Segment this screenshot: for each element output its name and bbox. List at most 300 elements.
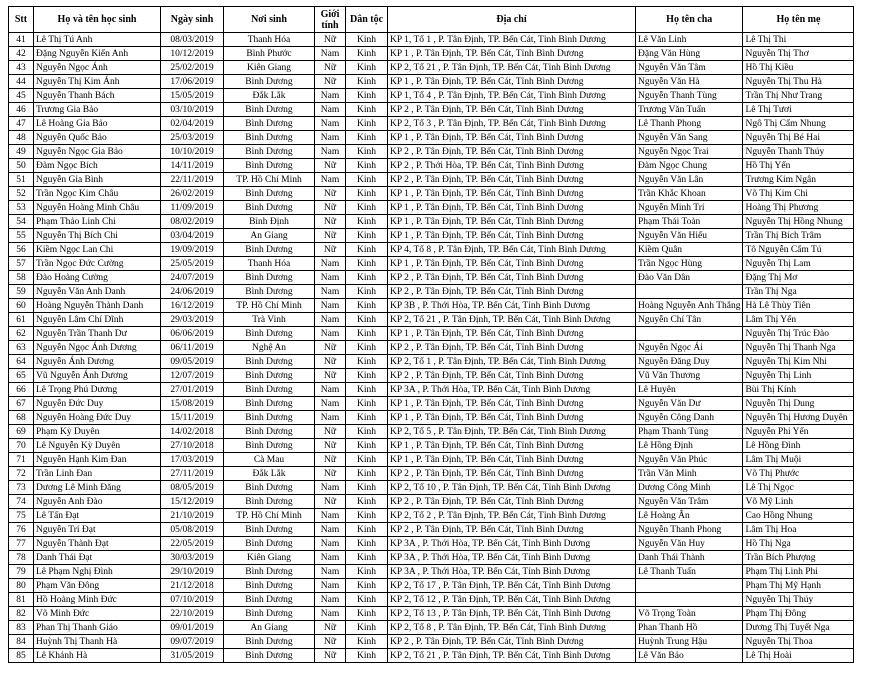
cell-stt: 77 <box>9 537 34 551</box>
cell-student-name: Đặng Nguyễn Kiến Anh <box>34 47 161 61</box>
cell-gender: Nam <box>315 285 346 299</box>
cell-ethnicity: Kinh <box>346 593 388 607</box>
cell-student-name: Lê Phạm Nghị Đình <box>34 565 161 579</box>
cell-mother-name: Nguyễn Thị Linh <box>743 369 854 383</box>
cell-student-name: Trần Linh Đan <box>34 467 161 481</box>
cell-ethnicity: Kinh <box>346 187 388 201</box>
cell-stt: 53 <box>9 201 34 215</box>
cell-gender: Nam <box>315 117 346 131</box>
cell-student-name: Lê Thị Tú Anh <box>34 33 161 47</box>
cell-birth-place: Bình Dương <box>224 439 315 453</box>
cell-student-name: Dương Lê Minh Đăng <box>34 481 161 495</box>
cell-stt: 76 <box>9 523 34 537</box>
header-gender: Giới tính <box>315 7 346 33</box>
cell-birth-place: Bình Dương <box>224 593 315 607</box>
header-birth-date: Ngày sinh <box>161 7 224 33</box>
cell-father-name: Lê Huyên <box>636 383 743 397</box>
cell-birth-date: 24/06/2019 <box>161 285 224 299</box>
cell-father-name: Phạm Thanh Tùng <box>636 425 743 439</box>
cell-student-name: Đào Hoàng Cường <box>34 271 161 285</box>
cell-stt: 58 <box>9 271 34 285</box>
cell-student-name: Nguyễn Ngọc Ánh Dương <box>34 341 161 355</box>
cell-address: KP 1 , P. Tân Định, TP. Bến Cát, Tỉnh Bình Dương <box>388 47 636 61</box>
cell-birth-date: 05/08/2019 <box>161 523 224 537</box>
table-row <box>9 173 854 187</box>
cell-address: KP 2, Tổ 17 , P. Tân Định, TP. Bến Cát, Tỉnh Bình Dương <box>388 579 636 593</box>
cell-mother-name: Nguyễn Thị Hồng Nhung <box>743 215 854 229</box>
table-row <box>9 467 854 481</box>
table-row <box>9 327 854 341</box>
cell-student-name: Nguyễn Văn Anh Danh <box>34 285 161 299</box>
cell-birth-place: Bình Dương <box>224 635 315 649</box>
cell-father-name: Lê Hồng Định <box>636 439 743 453</box>
cell-birth-date: 17/06/2019 <box>161 75 224 89</box>
cell-address: KP 2 , P. Tân Định, TP. Bến Cát, Tỉnh Bình Dương <box>388 145 636 159</box>
cell-student-name: Nguyễn Quốc Bảo <box>34 131 161 145</box>
cell-ethnicity: Kinh <box>346 537 388 551</box>
cell-address: KP 2, Tổ 12 , P. Tân Định, TP. Bến Cát, Tỉnh Bình Dương <box>388 593 636 607</box>
cell-father-name: Trương Văn Tuấn <box>636 103 743 117</box>
cell-address: KP 2, Tổ 8 , P. Tân Định, TP. Bến Cát, Tỉnh Bình Dương <box>388 621 636 635</box>
cell-stt: 52 <box>9 187 34 201</box>
cell-stt: 61 <box>9 313 34 327</box>
cell-birth-place: Bình Dương <box>224 369 315 383</box>
cell-father-name: Nguyễn Văn Trâm <box>636 495 743 509</box>
cell-father-name: Nguyễn Văn Lân <box>636 173 743 187</box>
cell-student-name: Nguyễn Hạnh Kim Đan <box>34 453 161 467</box>
table-row <box>9 607 854 621</box>
cell-birth-place: Bình Phước <box>224 47 315 61</box>
cell-stt: 50 <box>9 159 34 173</box>
cell-ethnicity: Kinh <box>346 523 388 537</box>
table-row <box>9 649 854 663</box>
cell-address: KP 2 , P. Thới Hòa, TP. Bến Cát, Tỉnh Bình Dương <box>388 159 636 173</box>
cell-father-name: Lê Văn Linh <box>636 33 743 47</box>
cell-gender: Nam <box>315 509 346 523</box>
cell-birth-date: 15/11/2019 <box>161 411 224 425</box>
cell-mother-name: Lâm Thị Hoa <box>743 523 854 537</box>
cell-ethnicity: Kinh <box>346 271 388 285</box>
cell-ethnicity: Kinh <box>346 103 388 117</box>
cell-mother-name: Lê Thị Ngọc <box>743 481 854 495</box>
cell-mother-name: Nguyễn Thị Thoa <box>743 635 854 649</box>
cell-ethnicity: Kinh <box>346 495 388 509</box>
cell-address: KP 2, Tổ 21 , P. Tân Định, TP. Bến Cát, Tỉnh Bình Dương <box>388 313 636 327</box>
cell-birth-date: 27/11/2019 <box>161 467 224 481</box>
cell-birth-date: 09/01/2019 <box>161 621 224 635</box>
cell-mother-name: Đặng Thị Mơ <box>743 271 854 285</box>
cell-ethnicity: Kinh <box>346 299 388 313</box>
cell-address: KP 1 , P. Tân Định, TP. Bến Cát, Tỉnh Bình Dương <box>388 411 636 425</box>
cell-ethnicity: Kinh <box>346 201 388 215</box>
cell-ethnicity: Kinh <box>346 285 388 299</box>
cell-mother-name: Nguyễn Thị Bé Hai <box>743 131 854 145</box>
cell-ethnicity: Kinh <box>346 33 388 47</box>
cell-birth-place: Bình Dương <box>224 383 315 397</box>
cell-birth-date: 29/03/2019 <box>161 313 224 327</box>
header-mother-name: Họ tên mẹ <box>743 7 854 33</box>
cell-student-name: Phạm Văn Đông <box>34 579 161 593</box>
cell-stt: 70 <box>9 439 34 453</box>
cell-gender: Nữ <box>315 341 346 355</box>
cell-address: KP 1 , P. Tân Định, TP. Bến Cát, Tỉnh Bình Dương <box>388 215 636 229</box>
cell-father-name: Nguyễn Đăng Duy <box>636 355 743 369</box>
cell-student-name: Lê Tấn Đạt <box>34 509 161 523</box>
cell-student-name: Đàm Ngọc Bích <box>34 159 161 173</box>
cell-student-name: Nguyễn Ánh Dương <box>34 355 161 369</box>
table-row <box>9 61 854 75</box>
cell-gender: Nam <box>315 593 346 607</box>
table-row <box>9 215 854 229</box>
cell-ethnicity: Kinh <box>346 173 388 187</box>
cell-student-name: Nguyễn Thị Bích Chi <box>34 229 161 243</box>
cell-father-name: Nguyễn Công Danh <box>636 411 743 425</box>
table-row <box>9 397 854 411</box>
cell-address: KP 1 , P. Tân Định, TP. Bến Cát, Tỉnh Bình Dương <box>388 327 636 341</box>
cell-mother-name: Lâm Thị Yến <box>743 313 854 327</box>
cell-student-name: Nguyễn Hoàng Minh Châu <box>34 201 161 215</box>
cell-student-name: Nguyễn Trí Đạt <box>34 523 161 537</box>
cell-mother-name: Hồ Thị Yến <box>743 159 854 173</box>
header-ethnicity: Dân tộc <box>346 7 388 33</box>
cell-ethnicity: Kinh <box>346 229 388 243</box>
cell-mother-name: Lê Thị Tươi <box>743 103 854 117</box>
cell-ethnicity: Kinh <box>346 327 388 341</box>
table-row <box>9 593 854 607</box>
cell-father-name: Trần Văn Minh <box>636 467 743 481</box>
cell-father-name: Nguyễn Chí Tân <box>636 313 743 327</box>
cell-gender: Nam <box>315 145 346 159</box>
cell-stt: 46 <box>9 103 34 117</box>
table-row <box>9 229 854 243</box>
cell-gender: Nam <box>315 481 346 495</box>
cell-birth-date: 07/10/2019 <box>161 593 224 607</box>
cell-mother-name: Nguyễn Thị Dung <box>743 397 854 411</box>
cell-birth-date: 25/03/2019 <box>161 131 224 145</box>
cell-birth-date: 27/10/2018 <box>161 439 224 453</box>
cell-address: KP 2, Tổ 2 , P. Tân Định, TP. Bến Cát, Tỉnh Bình Dương <box>388 509 636 523</box>
cell-birth-place: Bình Dương <box>224 201 315 215</box>
cell-gender: Nam <box>315 103 346 117</box>
table-row <box>9 551 854 565</box>
cell-gender: Nam <box>315 411 346 425</box>
cell-mother-name: Lê Thị Thi <box>743 33 854 47</box>
cell-stt: 44 <box>9 75 34 89</box>
cell-mother-name: Lâm Thị Muội <box>743 453 854 467</box>
cell-birth-date: 26/02/2019 <box>161 187 224 201</box>
cell-stt: 49 <box>9 145 34 159</box>
cell-birth-place: Cà Mau <box>224 453 315 467</box>
cell-gender: Nam <box>315 299 346 313</box>
cell-mother-name: Phạm Thị Đông <box>743 607 854 621</box>
table-row <box>9 481 854 495</box>
table-row <box>9 621 854 635</box>
cell-father-name: Nguyễn Thanh Phong <box>636 523 743 537</box>
cell-father-name: Phan Thanh Hồ <box>636 621 743 635</box>
table-row <box>9 341 854 355</box>
cell-gender: Nữ <box>315 229 346 243</box>
table-row <box>9 635 854 649</box>
table-header <box>9 7 854 33</box>
cell-birth-place: TP. Hồ Chí Minh <box>224 299 315 313</box>
cell-student-name: Nguyễn Thành Đạt <box>34 537 161 551</box>
cell-address: KP 4, Tổ 8 , P. Tân Định, TP. Bến Cát, Tỉnh Bình Dương <box>388 243 636 257</box>
cell-student-name: Nguyễn Anh Đào <box>34 495 161 509</box>
cell-birth-place: Bình Dương <box>224 145 315 159</box>
cell-ethnicity: Kinh <box>346 257 388 271</box>
cell-stt: 68 <box>9 411 34 425</box>
cell-birth-date: 14/02/2018 <box>161 425 224 439</box>
cell-address: KP 2 , P. Tân Định, TP. Bến Cát, Tỉnh Bình Dương <box>388 285 636 299</box>
cell-address: KP 1 , P. Tân Định, TP. Bến Cát, Tỉnh Bình Dương <box>388 187 636 201</box>
cell-student-name: Phan Thị Thanh Giáo <box>34 621 161 635</box>
cell-stt: 72 <box>9 467 34 481</box>
cell-father-name: Nguyễn Văn Huy <box>636 537 743 551</box>
cell-student-name: Nguyễn Thanh Bách <box>34 89 161 103</box>
cell-father-name <box>636 327 743 341</box>
cell-father-name: Đàm Ngọc Chung <box>636 159 743 173</box>
cell-ethnicity: Kinh <box>346 159 388 173</box>
table-row <box>9 299 854 313</box>
cell-birth-date: 08/03/2019 <box>161 33 224 47</box>
cell-gender: Nam <box>315 551 346 565</box>
cell-mother-name: Nguyễn Thị Thúy <box>743 593 854 607</box>
cell-stt: 69 <box>9 425 34 439</box>
cell-ethnicity: Kinh <box>346 551 388 565</box>
cell-birth-date: 02/04/2019 <box>161 117 224 131</box>
table-row <box>9 313 854 327</box>
cell-father-name <box>636 579 743 593</box>
cell-gender: Nam <box>315 313 346 327</box>
cell-mother-name: Nguyễn Thanh Thúy <box>743 145 854 159</box>
table-row <box>9 271 854 285</box>
student-list-sheet <box>8 6 854 663</box>
cell-address: KP 3A , P. Thới Hòa, TP. Bến Cát, Tỉnh Bình Dương <box>388 537 636 551</box>
cell-birth-place: TP. Hồ Chí Minh <box>224 509 315 523</box>
cell-stt: 60 <box>9 299 34 313</box>
cell-address: KP 3A , P. Thới Hòa, TP. Bến Cát, Tỉnh Bình Dương <box>388 565 636 579</box>
cell-stt: 74 <box>9 495 34 509</box>
cell-father-name: Kiềm Quân <box>636 243 743 257</box>
cell-birth-date: 16/12/2019 <box>161 299 224 313</box>
cell-mother-name: Trần Thị Bích Trâm <box>743 229 854 243</box>
header-address: Địa chỉ <box>388 7 636 33</box>
cell-birth-place: Đắk Lắk <box>224 89 315 103</box>
cell-address: KP 2 , P. Tân Định, TP. Bến Cát, Tỉnh Bình Dương <box>388 369 636 383</box>
cell-address: KP 1 , P. Tân Định, TP. Bến Cát, Tỉnh Bình Dương <box>388 439 636 453</box>
table-row <box>9 565 854 579</box>
cell-gender: Nữ <box>315 467 346 481</box>
cell-father-name: Nguyễn Ngọc Trai <box>636 145 743 159</box>
cell-stt: 51 <box>9 173 34 187</box>
cell-father-name: Lê Văn Bảo <box>636 649 743 663</box>
table-row <box>9 537 854 551</box>
cell-mother-name: Hồ Thị Nga <box>743 537 854 551</box>
cell-ethnicity: Kinh <box>346 579 388 593</box>
cell-birth-place: Đắk Lắk <box>224 467 315 481</box>
cell-birth-date: 30/03/2019 <box>161 551 224 565</box>
cell-birth-place: Bình Dương <box>224 495 315 509</box>
cell-ethnicity: Kinh <box>346 383 388 397</box>
cell-birth-place: Bình Dương <box>224 159 315 173</box>
cell-ethnicity: Kinh <box>346 131 388 145</box>
cell-mother-name: Nguyễn Thị Hương Duyên <box>743 411 854 425</box>
cell-stt: 84 <box>9 635 34 649</box>
cell-birth-date: 14/11/2019 <box>161 159 224 173</box>
cell-student-name: Lê Hoàng Gia Bảo <box>34 117 161 131</box>
cell-address: KP 1 , P. Tân Định, TP. Bến Cát, Tỉnh Bình Dương <box>388 75 636 89</box>
cell-birth-date: 19/09/2019 <box>161 243 224 257</box>
cell-birth-place: Bình Dương <box>224 327 315 341</box>
cell-ethnicity: Kinh <box>346 369 388 383</box>
cell-student-name: Lê Khánh Hà <box>34 649 161 663</box>
cell-stt: 41 <box>9 33 34 47</box>
cell-birth-date: 03/10/2019 <box>161 103 224 117</box>
header-student-name: Họ và tên học sinh <box>34 7 161 33</box>
cell-gender: Nữ <box>315 369 346 383</box>
cell-student-name: Nguyễn Thị Kim Ánh <box>34 75 161 89</box>
cell-mother-name: Tô Nguyễn Cẩm Tú <box>743 243 854 257</box>
cell-stt: 43 <box>9 61 34 75</box>
cell-student-name: Võ Minh Đức <box>34 607 161 621</box>
cell-student-name: Nguyễn Ngọc Gia Bảo <box>34 145 161 159</box>
cell-address: KP 3B , P. Thới Hòa, TP. Bến Cát, Tỉnh Bình Dương <box>388 299 636 313</box>
cell-gender: Nam <box>315 271 346 285</box>
cell-father-name: Nguyễn Ngọc Ái <box>636 341 743 355</box>
cell-gender: Nữ <box>315 649 346 663</box>
cell-address: KP 2 , P. Tân Định, TP. Bến Cát, Tỉnh Bình Dương <box>388 173 636 187</box>
cell-ethnicity: Kinh <box>346 453 388 467</box>
cell-address: KP 2, Tổ 13 , P. Tân Định, TP. Bến Cát, Tỉnh Bình Dương <box>388 607 636 621</box>
table-body <box>9 33 854 663</box>
cell-ethnicity: Kinh <box>346 467 388 481</box>
cell-gender: Nam <box>315 131 346 145</box>
cell-gender: Nam <box>315 257 346 271</box>
cell-father-name: Vũ Văn Thương <box>636 369 743 383</box>
cell-ethnicity: Kinh <box>346 481 388 495</box>
student-table <box>8 6 854 663</box>
cell-gender: Nữ <box>315 243 346 257</box>
cell-ethnicity: Kinh <box>346 397 388 411</box>
cell-address: KP 2, Tổ 1 , P. Tân Định, TP. Bến Cát, Tỉnh Bình Dương <box>388 355 636 369</box>
cell-mother-name: Nguyễn Thị Thơ <box>743 47 854 61</box>
cell-address: KP 2, Tổ 3 , P. Tân Định, TP. Bến Cát, Tỉnh Bình Dương <box>388 117 636 131</box>
cell-birth-place: Bình Dương <box>224 565 315 579</box>
table-row <box>9 285 854 299</box>
cell-mother-name: Hồ Thị Kiều <box>743 61 854 75</box>
table-row <box>9 117 854 131</box>
cell-father-name: Nguyễn Văn Tâm <box>636 61 743 75</box>
cell-stt: 56 <box>9 243 34 257</box>
cell-birth-date: 12/07/2019 <box>161 369 224 383</box>
cell-ethnicity: Kinh <box>346 565 388 579</box>
cell-ethnicity: Kinh <box>346 439 388 453</box>
cell-father-name <box>636 285 743 299</box>
table-row <box>9 453 854 467</box>
cell-father-name: Lê Hoàng Ân <box>636 509 743 523</box>
cell-student-name: Lê Nguyễn Kỳ Duyên <box>34 439 161 453</box>
cell-birth-date: 25/05/2019 <box>161 257 224 271</box>
cell-father-name: Huỳnh Trung Hậu <box>636 635 743 649</box>
cell-stt: 78 <box>9 551 34 565</box>
cell-address: KP 2 , P. Tân Định, TP. Bến Cát, Tỉnh Bình Dương <box>388 635 636 649</box>
cell-birth-date: 09/07/2019 <box>161 635 224 649</box>
cell-mother-name: Ngô Thị Cẩm Nhung <box>743 117 854 131</box>
cell-birth-place: Bình Dương <box>224 397 315 411</box>
cell-ethnicity: Kinh <box>346 89 388 103</box>
cell-stt: 64 <box>9 355 34 369</box>
cell-address: KP 1 , P. Tân Định, TP. Bến Cát, Tỉnh Bình Dương <box>388 257 636 271</box>
cell-father-name <box>636 593 743 607</box>
cell-birth-date: 15/12/2019 <box>161 495 224 509</box>
cell-ethnicity: Kinh <box>346 607 388 621</box>
header-row <box>9 7 854 33</box>
cell-gender: Nam <box>315 523 346 537</box>
cell-ethnicity: Kinh <box>346 145 388 159</box>
table-row <box>9 47 854 61</box>
cell-ethnicity: Kinh <box>346 61 388 75</box>
cell-birth-place: Bình Dương <box>224 187 315 201</box>
cell-stt: 80 <box>9 579 34 593</box>
cell-address: KP 1 , P. Tân Định, TP. Bến Cát, Tỉnh Bình Dương <box>388 453 636 467</box>
cell-birth-place: TP. Hồ Chí Minh <box>224 173 315 187</box>
cell-stt: 54 <box>9 215 34 229</box>
cell-mother-name: Cao Hồng Nhung <box>743 509 854 523</box>
cell-father-name: Nguyễn Văn Hà <box>636 75 743 89</box>
cell-mother-name: Bùi Thị Kính <box>743 383 854 397</box>
cell-birth-date: 31/05/2019 <box>161 649 224 663</box>
cell-student-name: Trần Ngọc Kim Châu <box>34 187 161 201</box>
cell-ethnicity: Kinh <box>346 649 388 663</box>
cell-ethnicity: Kinh <box>346 509 388 523</box>
cell-mother-name: Trần Thị Nga <box>743 285 854 299</box>
table-row <box>9 383 854 397</box>
cell-address: KP 1 , P. Tân Định, TP. Bến Cát, Tỉnh Bình Dương <box>388 397 636 411</box>
cell-student-name: Hoàng Nguyễn Thành Danh <box>34 299 161 313</box>
cell-father-name: Đào Văn Dân <box>636 271 743 285</box>
cell-father-name: Dương Công Minh <box>636 481 743 495</box>
cell-father-name: Nguyễn Minh Trí <box>636 201 743 215</box>
cell-address: KP 3A , P. Thới Hòa, TP. Bến Cát, Tỉnh Bình Dương <box>388 383 636 397</box>
cell-birth-date: 10/10/2019 <box>161 145 224 159</box>
cell-birth-date: 22/11/2019 <box>161 173 224 187</box>
cell-gender: Nữ <box>315 355 346 369</box>
cell-stt: 65 <box>9 369 34 383</box>
cell-birth-place: Nghệ An <box>224 341 315 355</box>
cell-father-name: Trần Ngọc Hùng <box>636 257 743 271</box>
cell-birth-place: Bình Dương <box>224 117 315 131</box>
cell-mother-name: Trương Kim Ngân <box>743 173 854 187</box>
cell-address: KP 3A , P. Thới Hòa, TP. Bến Cát, Tỉnh Bình Dương <box>388 551 636 565</box>
cell-ethnicity: Kinh <box>346 635 388 649</box>
cell-stt: 48 <box>9 131 34 145</box>
cell-gender: Nữ <box>315 453 346 467</box>
table-row <box>9 131 854 145</box>
cell-stt: 79 <box>9 565 34 579</box>
table-row <box>9 509 854 523</box>
cell-birth-place: Thanh Hóa <box>224 257 315 271</box>
cell-gender: Nam <box>315 579 346 593</box>
cell-stt: 75 <box>9 509 34 523</box>
cell-gender: Nữ <box>315 159 346 173</box>
cell-mother-name: Dương Thị Tuyết Nga <box>743 621 854 635</box>
cell-stt: 59 <box>9 285 34 299</box>
cell-stt: 73 <box>9 481 34 495</box>
cell-gender: Nữ <box>315 635 346 649</box>
cell-mother-name: Trần Bích Phượng <box>743 551 854 565</box>
cell-birth-place: Bình Dương <box>224 271 315 285</box>
cell-student-name: Trần Ngọc Đức Cường <box>34 257 161 271</box>
